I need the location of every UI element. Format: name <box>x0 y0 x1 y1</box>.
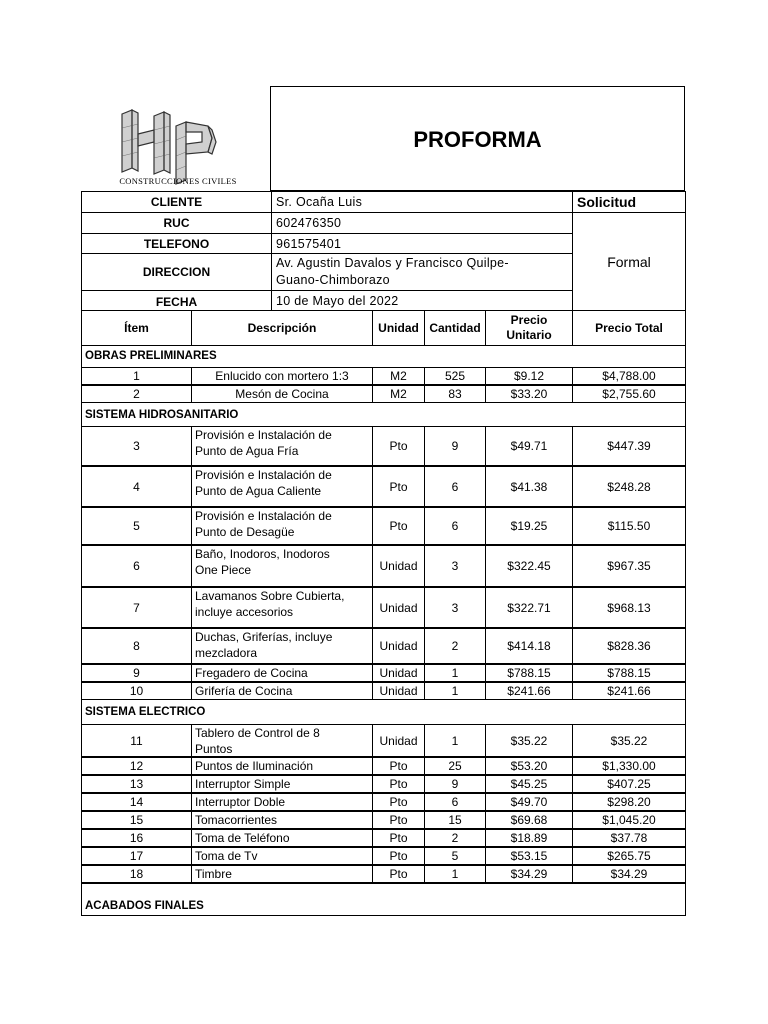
row-unidad: Pto <box>372 757 425 775</box>
row-unidad: Pto <box>372 865 425 883</box>
row-description <box>191 385 373 403</box>
row-item-number: 7 <box>81 587 192 628</box>
row-item-number: 2 <box>81 385 192 403</box>
row-description-line-2: One Piece <box>195 563 252 577</box>
fecha-label: FECHA <box>81 290 272 311</box>
row-item-number: 1 <box>81 367 192 385</box>
row-item-number: 9 <box>81 664 192 682</box>
row-description <box>191 628 373 664</box>
header-precio-unitario-line-1: Precio <box>510 313 548 327</box>
row-precio-total: $115.50 <box>572 507 686 545</box>
section-sistema-hidrosanitario: SISTEMA HIDROSANITARIO <box>85 409 239 421</box>
header-cantidad: Cantidad <box>424 310 486 346</box>
direccion-line-1: Av. Agustin Davalos y Francisco Quilpe- <box>276 256 509 270</box>
row-unidad: Unidad <box>372 545 425 587</box>
row-cantidad: 3 <box>424 545 486 587</box>
header-precio-unitario <box>485 310 573 346</box>
section-divider <box>81 883 686 884</box>
row-description <box>191 682 373 700</box>
row-precio-unitario: $69.68 <box>485 811 573 829</box>
solicitud-label: Solicitud <box>572 191 686 213</box>
row-description-line-1: Enlucido con mortero 1:3 <box>215 369 349 383</box>
row-precio-total: $407.25 <box>572 775 686 793</box>
row-description-line-1: Baño, Inodoros, Inodoros <box>195 547 330 561</box>
title-box <box>270 86 685 191</box>
row-cantidad: 2 <box>424 628 486 664</box>
row-cantidad: 9 <box>424 426 486 466</box>
row-precio-unitario: $49.70 <box>485 793 573 811</box>
header-descripcion: Descripción <box>191 310 373 346</box>
row-description-line-1: Provisión e Instalación de <box>195 428 332 442</box>
row-description <box>191 426 373 466</box>
row-cantidad: 1 <box>424 682 486 700</box>
ruc-value: 602476350 <box>271 212 573 234</box>
row-precio-unitario: $322.71 <box>485 587 573 628</box>
row-unidad: Pto <box>372 775 425 793</box>
header-unidad: Unidad <box>372 310 425 346</box>
row-description-line-1: Toma de Tv <box>195 849 258 863</box>
cliente-label: CLIENTE <box>81 191 272 213</box>
row-unidad: Pto <box>372 811 425 829</box>
row-description <box>191 847 373 865</box>
header-precio-unitario-line-2: Unitario <box>506 328 552 342</box>
row-description-line-1: Interruptor Doble <box>195 795 286 809</box>
row-description-line-1: Puntos de Iluminación <box>195 759 314 773</box>
row-precio-unitario: $414.18 <box>485 628 573 664</box>
header-item: Ítem <box>81 310 192 346</box>
section-obras-preliminares: OBRAS PRELIMINARES <box>85 350 217 362</box>
row-description-line-2: Punto de Agua Fría <box>195 444 299 458</box>
row-precio-total: $34.29 <box>572 865 686 883</box>
row-unidad: Unidad <box>372 664 425 682</box>
row-cantidad: 1 <box>424 664 486 682</box>
row-precio-unitario: $19.25 <box>485 507 573 545</box>
row-cantidad: 1 <box>424 724 486 757</box>
row-description <box>191 724 373 757</box>
row-description-line-2: Punto de Agua Caliente <box>195 484 322 498</box>
row-cantidad: 9 <box>424 775 486 793</box>
row-description-line-1: Tablero de Control de 8 <box>195 726 320 740</box>
row-precio-unitario: $45.25 <box>485 775 573 793</box>
row-precio-unitario: $53.20 <box>485 757 573 775</box>
row-description <box>191 545 373 587</box>
row-precio-total: $967.35 <box>572 545 686 587</box>
row-item-number: 13 <box>81 775 192 793</box>
section-acabados-finales: ACABADOS FINALES <box>85 900 204 912</box>
direccion-label: DIRECCION <box>81 253 272 291</box>
row-cantidad: 3 <box>424 587 486 628</box>
row-description-line-2: Puntos <box>195 742 233 756</box>
row-precio-unitario: $53.15 <box>485 847 573 865</box>
row-precio-unitario: $788.15 <box>485 664 573 682</box>
row-precio-unitario: $35.22 <box>485 724 573 757</box>
row-item-number: 11 <box>81 724 192 757</box>
row-unidad: Pto <box>372 507 425 545</box>
row-description <box>191 811 373 829</box>
row-precio-total: $4,788.00 <box>572 367 686 385</box>
row-item-number: 14 <box>81 793 192 811</box>
row-description <box>191 507 373 545</box>
row-cantidad: 25 <box>424 757 486 775</box>
row-precio-unitario: $49.71 <box>485 426 573 466</box>
row-precio-total: $828.36 <box>572 628 686 664</box>
row-precio-total: $1,330.00 <box>572 757 686 775</box>
row-precio-unitario: $33.20 <box>485 385 573 403</box>
row-unidad: Unidad <box>372 724 425 757</box>
row-cantidad: 525 <box>424 367 486 385</box>
row-description-line-1: Toma de Teléfono <box>195 831 290 845</box>
row-cantidad: 83 <box>424 385 486 403</box>
row-description-line-1: Provisión e Instalación de <box>195 468 332 482</box>
row-precio-total: $35.22 <box>572 724 686 757</box>
row-description-line-1: Timbre <box>195 867 232 881</box>
row-cantidad: 6 <box>424 793 486 811</box>
row-item-number: 3 <box>81 426 192 466</box>
row-precio-total: $968.13 <box>572 587 686 628</box>
row-cantidad: 5 <box>424 847 486 865</box>
row-cantidad: 1 <box>424 865 486 883</box>
row-description <box>191 775 373 793</box>
row-precio-total: $241.66 <box>572 682 686 700</box>
row-item-number: 6 <box>81 545 192 587</box>
row-description-line-1: Fregadero de Cocina <box>195 666 308 680</box>
row-description-line-1: Mesón de Cocina <box>235 387 329 401</box>
row-description <box>191 664 373 682</box>
row-description <box>191 367 373 385</box>
row-precio-unitario: $241.66 <box>485 682 573 700</box>
row-unidad: Pto <box>372 426 425 466</box>
row-unidad: Pto <box>372 466 425 507</box>
row-description <box>191 587 373 628</box>
telefono-value: 961575401 <box>271 233 573 254</box>
row-unidad: Pto <box>372 847 425 865</box>
row-item-number: 8 <box>81 628 192 664</box>
row-description-line-1: Interruptor Simple <box>195 777 291 791</box>
row-precio-unitario: $34.29 <box>485 865 573 883</box>
direccion-value <box>271 253 573 291</box>
fecha-value: 10 de Mayo del 2022 <box>271 290 573 311</box>
row-description-line-2: incluye accesorios <box>195 605 294 619</box>
row-unidad: Unidad <box>372 682 425 700</box>
row-precio-total: $447.39 <box>572 426 686 466</box>
row-cantidad: 15 <box>424 811 486 829</box>
row-item-number: 17 <box>81 847 192 865</box>
row-item-number: 10 <box>81 682 192 700</box>
telefono-label: TELEFONO <box>81 233 272 254</box>
row-description-line-1: Provisión e Instalación de <box>195 509 332 523</box>
row-precio-unitario: $41.38 <box>485 466 573 507</box>
header-precio-total: Precio Total <box>572 310 686 346</box>
row-precio-total: $788.15 <box>572 664 686 682</box>
row-item-number: 15 <box>81 811 192 829</box>
row-description-line-2: mezcladora <box>195 646 258 660</box>
row-unidad: M2 <box>372 367 425 385</box>
document-title: PROFORMA <box>413 127 542 152</box>
row-precio-unitario: $9.12 <box>485 367 573 385</box>
row-precio-total: $298.20 <box>572 793 686 811</box>
row-precio-total: $1,045.20 <box>572 811 686 829</box>
row-item-number: 5 <box>81 507 192 545</box>
row-cantidad: 6 <box>424 507 486 545</box>
row-description-line-1: Grifería de Cocina <box>195 684 293 698</box>
row-item-number: 12 <box>81 757 192 775</box>
row-item-number: 18 <box>81 865 192 883</box>
row-precio-total: $37.78 <box>572 829 686 847</box>
section-sistema-electrico: SISTEMA ELECTRICO <box>85 706 206 718</box>
row-unidad: Unidad <box>372 587 425 628</box>
row-description <box>191 466 373 507</box>
solicitud-value: Formal <box>572 212 686 311</box>
row-precio-total: $248.28 <box>572 466 686 507</box>
row-precio-total: $2,755.60 <box>572 385 686 403</box>
row-description-line-1: Lavamanos Sobre Cubierta, <box>195 589 345 603</box>
row-unidad: Pto <box>372 793 425 811</box>
row-description-line-1: Tomacorrientes <box>195 813 278 827</box>
ruc-label: RUC <box>81 212 272 234</box>
row-description-line-1: Duchas, Griferías, incluye <box>195 630 333 644</box>
row-precio-unitario: $322.45 <box>485 545 573 587</box>
row-unidad: Pto <box>372 829 425 847</box>
row-unidad: M2 <box>372 385 425 403</box>
row-description <box>191 829 373 847</box>
row-description-line-2: Punto de Desagüe <box>195 525 295 539</box>
row-description <box>191 757 373 775</box>
row-precio-total: $265.75 <box>572 847 686 865</box>
row-description <box>191 793 373 811</box>
row-unidad: Unidad <box>372 628 425 664</box>
logo-tagline: CONSTRUCCIONES CIVILES <box>119 176 237 186</box>
row-cantidad: 2 <box>424 829 486 847</box>
row-precio-unitario: $18.89 <box>485 829 573 847</box>
row-item-number: 4 <box>81 466 192 507</box>
cliente-value: Sr. Ocaña Luis <box>271 191 573 213</box>
row-item-number: 16 <box>81 829 192 847</box>
row-description <box>191 865 373 883</box>
direccion-line-2: Guano-Chimborazo <box>276 273 390 287</box>
row-cantidad: 6 <box>424 466 486 507</box>
